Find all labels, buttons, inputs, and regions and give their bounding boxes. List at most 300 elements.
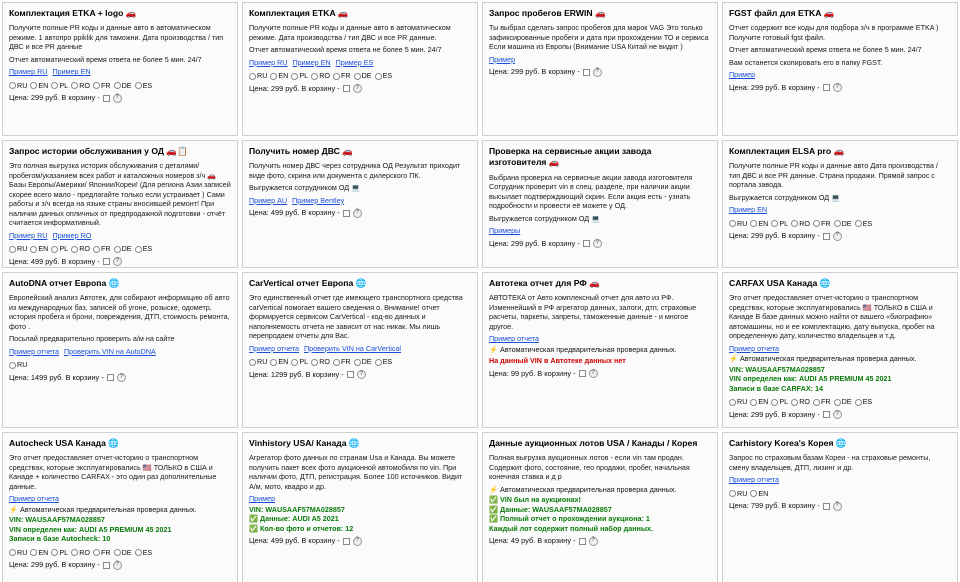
radio-icon[interactable] (114, 82, 121, 89)
example-link[interactable]: Пример Bentley (292, 195, 345, 205)
radio-icon[interactable] (729, 220, 736, 227)
language-label: RO (319, 71, 330, 81)
language-label: DE (841, 397, 852, 407)
example-link[interactable]: Пример отчета (9, 346, 59, 356)
price-row (729, 501, 951, 511)
add-to-cart-checkbox[interactable] (823, 411, 830, 418)
card-description: Отчет автоматический время ответа не более 5 мин. 24/7 (249, 45, 442, 55)
radio-icon[interactable] (51, 82, 58, 89)
card-description: Отчет автоматический время ответа не более 5 мин. 24/7 (9, 54, 202, 64)
card-description: Это единственный отчет где имеющего транспортного средства carVertical помогает вашего сведения о. Внимание! отчет формируется сервисом CarVertical - код-во данных и наполняемость отчета не зависит от нас никак. Мы лишь перепродаем отчеты для Вас. (249, 293, 463, 341)
card-title: Проверка на сервисные акции завода изготовителя 🚗 (489, 146, 652, 168)
example-link[interactable]: Пример EN (52, 67, 91, 77)
language-option[interactable] (114, 244, 132, 254)
radio-icon[interactable] (855, 220, 862, 227)
example-links (729, 205, 951, 215)
card-title: CarVertical отчет Европа 🌐 (249, 278, 367, 288)
language-option[interactable] (333, 71, 351, 81)
language-label: RU (737, 397, 748, 407)
add-to-cart-checkbox[interactable] (343, 538, 350, 545)
language-option[interactable] (9, 360, 27, 370)
radio-icon[interactable] (93, 82, 100, 89)
card-description: Посьлай предварительно проверить а/м на сайте (9, 334, 175, 344)
product-card (722, 2, 958, 136)
language-option[interactable] (791, 219, 810, 229)
language-option[interactable] (270, 357, 288, 367)
language-radio-group[interactable] (9, 360, 231, 370)
card-title: CARFAX USA Канада 🌐 (729, 278, 831, 288)
radio-icon[interactable] (311, 359, 318, 366)
radio-icon[interactable] (834, 399, 841, 406)
vin-result-line: ✅ VIN был на аукционах! (489, 495, 581, 505)
card-description: Выбрана проверка на сервисные акции завода изготовителя Сотрудник проверит vin в спец. разделе, при наличии акции высылает подтверждающий скрин. Если акция есть - узнать подробности и провести её можете у ОД. (489, 172, 693, 211)
price-label: Цена: 299 руб. В корзину - (249, 83, 340, 93)
language-option[interactable] (354, 71, 372, 81)
card-title: Автотека отчет для РФ 🚗 (489, 278, 600, 288)
language-option[interactable] (135, 244, 153, 254)
example-links (249, 494, 471, 504)
language-option[interactable] (51, 244, 68, 254)
radio-icon[interactable] (791, 220, 798, 227)
add-to-cart-checkbox[interactable] (103, 258, 110, 265)
language-option[interactable] (729, 489, 747, 499)
product-card (2, 140, 238, 268)
language-option[interactable] (771, 397, 788, 407)
product-card (2, 432, 238, 582)
auto-check-note: ⚡ Автоматическая предварительная проверка данных. (489, 484, 677, 494)
help-icon[interactable]: ? (117, 373, 126, 382)
product-card (242, 432, 478, 582)
language-label: RU (17, 547, 28, 557)
example-link[interactable]: Пример RU (9, 230, 48, 240)
price-row (9, 93, 231, 103)
example-links (489, 55, 711, 65)
example-link[interactable]: Примеры (489, 226, 521, 236)
card-description: Выгружается сотрудником ОД 💻 (489, 213, 601, 223)
language-label: RO (319, 357, 330, 367)
example-links (489, 334, 711, 344)
auto-check-note: ⚡ Автоматическая предварительная проверка данных. (729, 354, 917, 364)
radio-icon[interactable] (771, 399, 778, 406)
language-label: RO (79, 244, 90, 254)
example-link[interactable]: Пример отчета (249, 343, 299, 353)
language-option[interactable] (30, 244, 48, 254)
language-radio-group[interactable] (249, 357, 471, 367)
price-label: Цена: 299 руб. В корзину - (489, 238, 580, 248)
language-label: EN (38, 80, 49, 90)
price-label: Цена: 499 руб. В корзину - (9, 256, 100, 266)
example-link[interactable]: Пример RU (9, 67, 48, 77)
language-option[interactable] (71, 244, 90, 254)
language-option[interactable] (249, 357, 267, 367)
language-label: PL (59, 80, 69, 90)
language-option[interactable] (813, 219, 831, 229)
card-title: Autocheck USA Канада 🌐 (9, 438, 119, 448)
vin-result-line: ✅ Данные: WAUSAAF57MA028857 (489, 504, 612, 514)
language-radio-group[interactable] (249, 71, 471, 81)
language-label: ES (142, 244, 153, 254)
language-option[interactable] (750, 219, 768, 229)
card-description: Ты выбрал сделать запрос пробегов для марок VAG Это только зафиксированные пробеги и дата при прохождении ТО и сервиса Если машина из Европы (Внимание USA Китай не видит ) (489, 23, 709, 52)
language-label: FR (100, 80, 111, 90)
example-link[interactable]: Пример AU (249, 195, 288, 205)
example-links (9, 67, 231, 77)
language-label: PL (59, 244, 69, 254)
price-row (729, 83, 951, 93)
language-option[interactable] (750, 397, 768, 407)
language-option[interactable] (114, 81, 132, 91)
radio-icon[interactable] (354, 73, 361, 80)
price-label: Цена: 299 руб. В корзину - (729, 82, 820, 92)
price-label: Цена: 299 руб. В корзину - (729, 231, 820, 241)
radio-icon[interactable] (750, 220, 757, 227)
radio-icon[interactable] (750, 399, 757, 406)
language-label: PL (59, 547, 69, 557)
language-label: RO (79, 80, 90, 90)
radio-icon[interactable] (30, 82, 37, 89)
radio-icon[interactable] (135, 246, 142, 253)
price-row (489, 67, 711, 77)
price-label: Цена: 1499 руб. В корзину - (9, 372, 104, 382)
help-icon[interactable]: ? (589, 369, 598, 378)
radio-icon[interactable] (249, 359, 256, 366)
example-link[interactable]: Проверить VIN на CarVertical (303, 343, 402, 353)
price-row (249, 370, 471, 380)
price-label: Цена: 299 руб. В корзину - (9, 560, 100, 570)
help-icon[interactable]: ? (113, 257, 122, 266)
language-option[interactable] (291, 71, 308, 81)
language-option[interactable] (249, 71, 267, 81)
radio-icon[interactable] (855, 399, 862, 406)
help-icon[interactable]: ? (353, 537, 362, 546)
language-radio-group[interactable] (9, 244, 231, 254)
language-option[interactable] (30, 548, 48, 558)
language-option[interactable] (9, 244, 27, 254)
language-option[interactable] (71, 548, 90, 558)
radio-icon[interactable] (791, 399, 798, 406)
card-description: Это отчет предоставляет отчет-историю о транспортном средствах, которые эксплуатировались 🇺🇸 ТОЛЬКО в США и Канаде В базе данных можно найти от вашего «биографию» автомашины, но и ее комплектацию, дату выпуска, пробег на определенную дату, количество владельцев и т.д. (729, 293, 935, 341)
language-option[interactable] (375, 357, 393, 367)
radio-icon[interactable] (51, 549, 58, 556)
language-label: EN (278, 357, 289, 367)
language-option[interactable] (135, 548, 153, 558)
language-label: EN (38, 547, 49, 557)
language-option[interactable] (114, 548, 132, 558)
radio-icon[interactable] (771, 220, 778, 227)
card-title: Комплектация ELSA pro 🚗 (729, 146, 845, 156)
card-title: Vinhistory USA/ Канада 🌐 (249, 438, 360, 448)
help-icon[interactable]: ? (353, 209, 362, 218)
card-title: AutoDNA отчет Европа 🌐 (9, 278, 120, 288)
card-description: Это отчет предоставляет отчет-историю о транспортном средствах, которые эксплуатировались 🇺🇸 ТОЛЬКО в США и Канаде + количество CARFAX - это один раз дополнительные данные. (9, 453, 217, 491)
card-description: Выгружается сотрудником ОД 💻 (249, 183, 361, 193)
card-description: Отчет автоматический время ответа не более 5 мин. 24/7 (729, 45, 922, 55)
language-option[interactable] (311, 357, 330, 367)
language-label: PL (299, 357, 309, 367)
product-card (482, 272, 718, 428)
price-label: Цена: 299 руб. В корзину - (9, 93, 100, 103)
add-to-cart-checkbox[interactable] (103, 95, 110, 102)
example-link[interactable]: Пример ES (335, 57, 374, 67)
language-option[interactable] (270, 71, 288, 81)
radio-icon[interactable] (729, 490, 736, 497)
price-label: Цена: 299 руб. В корзину - (489, 67, 580, 77)
radio-icon[interactable] (114, 549, 121, 556)
add-to-cart-checkbox[interactable] (823, 233, 830, 240)
example-links (9, 494, 231, 504)
language-option[interactable] (93, 81, 111, 91)
radio-icon[interactable] (30, 549, 37, 556)
radio-icon[interactable] (333, 359, 340, 366)
language-option[interactable] (93, 548, 111, 558)
language-radio-group[interactable] (729, 397, 951, 407)
add-to-cart-checkbox[interactable] (823, 503, 830, 510)
radio-icon[interactable] (71, 82, 78, 89)
vin-result-extra: Каждый лот содержит полный набор данных. (489, 523, 654, 533)
radio-icon[interactable] (375, 359, 382, 366)
radio-icon[interactable] (71, 549, 78, 556)
radio-icon[interactable] (93, 549, 100, 556)
card-description: Запрос по страховым базам Кореи - на страховые ремонты, смену владельцев, ДТП, лизинг и др. (729, 453, 931, 472)
language-label: EN (758, 218, 769, 228)
card-description: Полная выгрузка аукционных лотов - если vin там продан. Содержит фото, состояние, гео продажи, пробег, начальная конечная ставка и д р (489, 453, 690, 482)
radio-icon[interactable] (270, 359, 277, 366)
price-label: Цена: 499 руб. В корзину - (249, 536, 340, 546)
card-description: АВТОТЕКА от Авто комплексный отчет для авто из РФ. Изменнейший в РФ агрегатор данных, залоги, дтп, страховые расчеты, паркеты, запреты, таможенные данные - и многое другое. (489, 293, 697, 331)
language-option[interactable] (51, 548, 68, 558)
example-links (729, 475, 951, 485)
card-title: Комплектация ETKA + logo 🚗 (9, 8, 137, 18)
help-icon[interactable]: ? (589, 537, 598, 546)
product-card (722, 140, 958, 268)
vin-result-line: VIN определен как: AUDI A5 PREMIUM 45 2021 (9, 524, 172, 534)
price-label: Цена: 299 руб. В корзину - (729, 409, 820, 419)
help-icon[interactable]: ? (357, 370, 366, 379)
help-icon[interactable]: ? (113, 94, 122, 103)
add-to-cart-checkbox[interactable] (579, 370, 586, 377)
language-option[interactable] (51, 81, 68, 91)
card-description: Получите полные PR коды и данные авто в автоматическом режиме. 1 автопро ppiklik для таможни. Дата производства / тип ДВС и все PR данные (9, 23, 224, 52)
vin-result-line: VIN определен как: AUDI A5 PREMIUM 45 2021 (729, 374, 892, 384)
card-title: Запрос пробегов ERWIN 🚗 (489, 8, 606, 18)
language-option[interactable] (375, 71, 393, 81)
card-description: Получить номер ДВС через сотрудника ОД Результат приходит виде фото, скрина или документа с дилерского ПК. (249, 161, 461, 180)
radio-icon[interactable] (9, 82, 16, 89)
radio-icon[interactable] (270, 73, 277, 80)
radio-icon[interactable] (354, 359, 361, 366)
radio-icon[interactable] (750, 490, 757, 497)
example-links (249, 196, 471, 206)
radio-icon[interactable] (375, 73, 382, 80)
radio-icon[interactable] (9, 362, 16, 369)
example-link[interactable]: Пример отчета (489, 334, 539, 344)
language-option[interactable] (9, 548, 27, 558)
language-label: EN (758, 488, 769, 498)
language-radio-group[interactable] (9, 81, 231, 91)
product-card (242, 2, 478, 136)
language-option[interactable] (9, 81, 27, 91)
language-option[interactable] (771, 219, 788, 229)
language-option[interactable] (333, 357, 351, 367)
add-to-cart-checkbox[interactable] (823, 84, 830, 91)
help-icon[interactable]: ? (833, 83, 842, 92)
radio-icon[interactable] (135, 549, 142, 556)
help-icon[interactable]: ? (593, 239, 602, 248)
help-icon[interactable]: ? (593, 68, 602, 77)
help-icon[interactable]: ? (833, 232, 842, 241)
price-label: Цена: 799 руб. В корзину - (729, 501, 820, 511)
price-row (9, 560, 231, 570)
radio-icon[interactable] (51, 246, 58, 253)
radio-icon[interactable] (30, 246, 37, 253)
add-to-cart-checkbox[interactable] (347, 371, 354, 378)
language-label: PL (299, 71, 309, 81)
card-title: Данные аукционных лотов USA / Канады / Корея (489, 438, 698, 448)
language-radio-group[interactable] (729, 219, 951, 229)
card-description: Агрегатор фото данных по странам Usa и Канада. Вы можете получить пакет всех фото аукционной автомобиля по vin. При наличии фото, ДТП, регистрация. Более 100 источников. Видит А/м, мото, квадро и др. (249, 453, 463, 491)
language-option[interactable] (791, 397, 810, 407)
help-icon[interactable]: ? (353, 84, 362, 93)
price-row (249, 208, 471, 218)
language-option[interactable] (30, 81, 48, 91)
language-label: RO (799, 397, 810, 407)
language-label: ES (862, 397, 873, 407)
language-option[interactable] (855, 397, 873, 407)
example-link[interactable]: Пример EN (729, 205, 768, 215)
add-to-cart-checkbox[interactable] (107, 374, 114, 381)
language-option[interactable] (834, 219, 852, 229)
radio-icon[interactable] (291, 359, 298, 366)
card-title: FGST файл для ETKA 🚗 (729, 8, 835, 18)
add-to-cart-checkbox[interactable] (103, 562, 110, 569)
language-option[interactable] (729, 397, 747, 407)
card-title: Комплектация ETKA 🚗 (249, 8, 349, 18)
language-label: RU (17, 360, 28, 370)
radio-icon[interactable] (249, 73, 256, 80)
example-link[interactable]: Проверить VIN на AutoDNA (63, 346, 156, 356)
language-option[interactable] (834, 397, 852, 407)
price-row (249, 84, 471, 94)
language-option[interactable] (93, 244, 111, 254)
radio-icon[interactable] (9, 549, 16, 556)
radio-icon[interactable] (311, 73, 318, 80)
language-label: EN (38, 244, 49, 254)
example-link[interactable]: Пример (249, 494, 276, 504)
language-label: DE (121, 80, 132, 90)
radio-icon[interactable] (813, 220, 820, 227)
example-link[interactable]: Пример отчета (729, 343, 779, 353)
help-icon[interactable]: ? (113, 561, 122, 570)
example-link[interactable]: Пример (489, 54, 516, 64)
example-link[interactable]: Пример RO (52, 230, 92, 240)
language-label: RU (737, 218, 748, 228)
language-option[interactable] (311, 71, 330, 81)
example-links (729, 344, 951, 354)
radio-icon[interactable] (71, 246, 78, 253)
language-label: DE (121, 244, 132, 254)
language-label: DE (361, 357, 372, 367)
vin-result-line: Записи в базе Autocheck: 10 (9, 534, 111, 544)
add-to-cart-checkbox[interactable] (579, 538, 586, 545)
example-links (9, 231, 231, 241)
price-label: Цена: 499 руб. В корзину - (249, 208, 340, 218)
example-link[interactable]: Пример отчета (9, 494, 59, 504)
language-label: DE (361, 71, 372, 81)
radio-icon[interactable] (834, 220, 841, 227)
add-to-cart-checkbox[interactable] (343, 210, 350, 217)
price-row (9, 373, 231, 383)
example-links (249, 344, 471, 354)
radio-icon[interactable] (9, 246, 16, 253)
example-link[interactable]: Пример EN (292, 57, 331, 67)
add-to-cart-checkbox[interactable] (583, 69, 590, 76)
vin-result-line: ✅ Данные: AUDI A5 2021 (249, 514, 339, 524)
radio-icon[interactable] (135, 82, 142, 89)
price-row (729, 410, 951, 420)
help-icon[interactable]: ? (833, 502, 842, 511)
language-option[interactable] (750, 489, 768, 499)
language-option[interactable] (291, 357, 308, 367)
example-link[interactable]: Пример отчета (729, 475, 779, 485)
language-label: FR (820, 218, 831, 228)
language-option[interactable] (855, 219, 873, 229)
product-card (482, 2, 718, 136)
language-option[interactable] (354, 357, 372, 367)
radio-icon[interactable] (291, 73, 298, 80)
language-label: RO (79, 547, 90, 557)
price-row (9, 257, 231, 267)
language-label: FR (340, 357, 351, 367)
card-title: Запрос истории обслуживания у ОД 🚗📋 (9, 146, 188, 156)
language-option[interactable] (135, 81, 153, 91)
product-card (2, 272, 238, 428)
example-links (249, 58, 471, 68)
auto-check-note: ⚡ Автоматическая предварительная проверка данных. (489, 344, 677, 354)
language-label: DE (121, 547, 132, 557)
vin-result-line: ✅ Полный отчет о прохождении аукциона: 1 (489, 514, 650, 524)
price-label: Цена: 1299 руб. В корзину - (249, 369, 344, 379)
language-label: RO (799, 218, 810, 228)
card-description: Отчет содержит все коды для подбора з/ч в программе ETKA ) Получите готовый fgst файл. (729, 23, 939, 42)
language-label: FR (820, 397, 831, 407)
radio-icon[interactable] (93, 246, 100, 253)
product-card (2, 2, 238, 136)
radio-icon[interactable] (813, 399, 820, 406)
help-icon[interactable]: ? (833, 410, 842, 419)
add-to-cart-checkbox[interactable] (583, 240, 590, 247)
language-option[interactable] (729, 219, 747, 229)
language-label: RU (17, 244, 28, 254)
auto-check-note: ⚡ Автоматическая предварительная проверка данных. (9, 504, 197, 514)
product-card (722, 432, 958, 582)
language-option[interactable] (813, 397, 831, 407)
language-label: FR (100, 244, 111, 254)
no-data-warning: На данный VIN в Автотеке данных нет (489, 356, 626, 366)
radio-icon[interactable] (333, 73, 340, 80)
radio-icon[interactable] (114, 246, 121, 253)
example-link[interactable]: Пример (729, 70, 756, 80)
radio-icon[interactable] (729, 399, 736, 406)
language-label: RU (257, 71, 268, 81)
language-radio-group[interactable] (9, 548, 231, 558)
example-links (729, 70, 951, 80)
language-radio-group[interactable] (729, 489, 951, 499)
example-link[interactable]: Пример RU (249, 57, 288, 67)
product-card (242, 272, 478, 428)
add-to-cart-checkbox[interactable] (343, 85, 350, 92)
card-description: Это полная выгрузка история обслуживания с деталями/ пробегом/указанием всех работ и каталожных номеров з/ч 🚗 Базы Европы/Америки/ Японии/Кореи! (Для региона Азии записей скорее всего мало - предлагайте только если устраивает ) Сами работы и з/ч всегда на языке страны вносившей ремонт! При наличии данных опличных от предпродажной подготовки - отчёт считается информативный. (9, 161, 231, 228)
language-option[interactable] (71, 81, 90, 91)
